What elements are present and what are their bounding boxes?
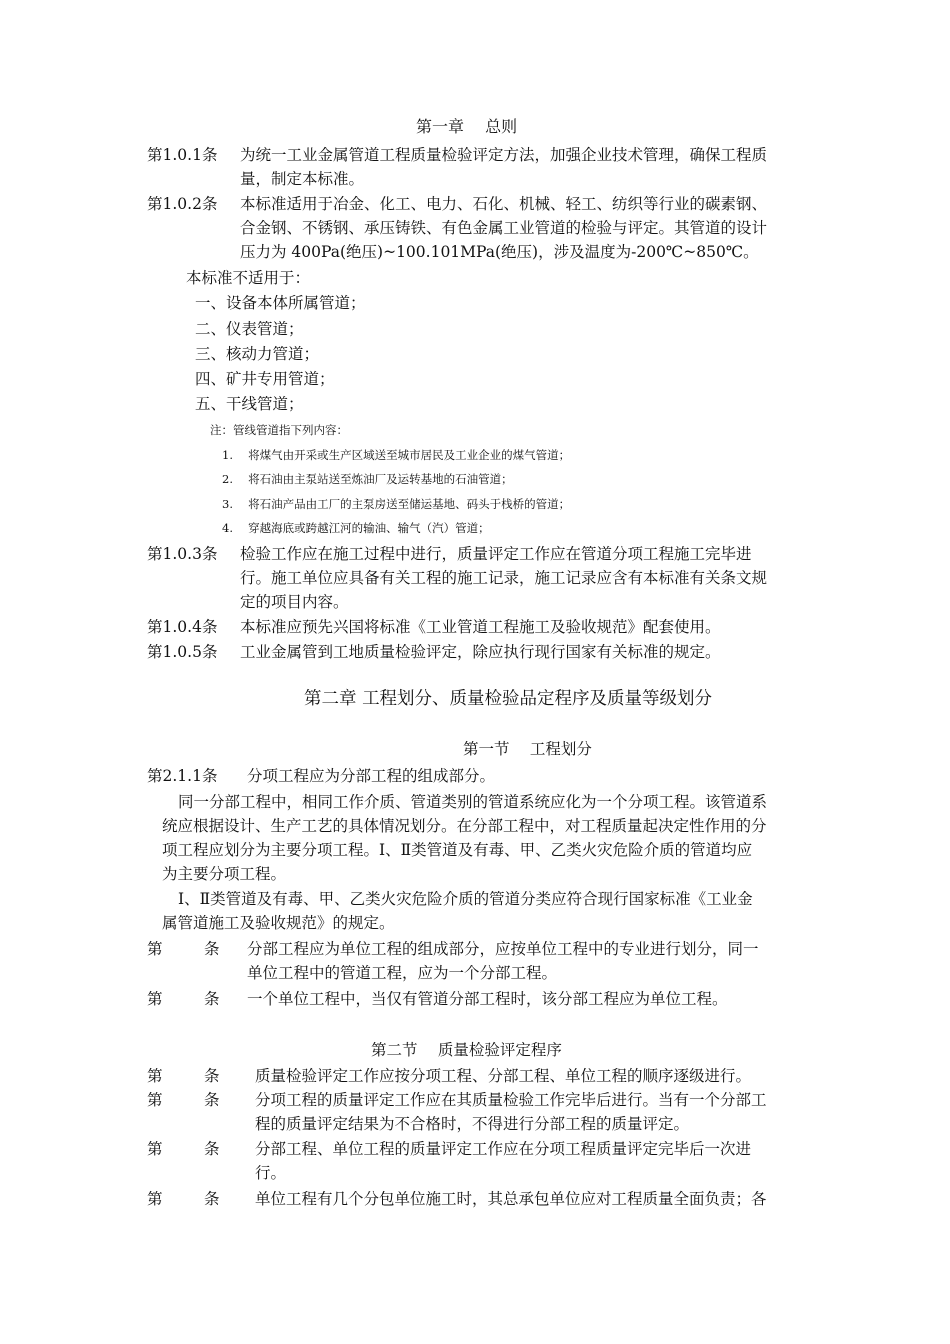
article-tiao-label: 条 <box>204 1067 220 1085</box>
exclusion-item: 二、仪表管道； <box>195 320 304 338</box>
note-item: 4. 穿越海底或跨越江河的输油、输气（汽）管道； <box>222 521 490 535</box>
paragraph-line: 同一分部工程中，相同工作介质、管道类别的管道系统应化为一个分项工程。该管道系 <box>178 793 768 811</box>
article-1-0-2-text-cont: 压力为 400Pa(绝压)~100.101MPa(绝压)，涉及温度为-200℃~850℃。 <box>240 243 759 261</box>
exclusion-item: 一、设备本体所属管道； <box>195 294 366 312</box>
article-di-label: 第 <box>147 1091 163 1109</box>
article-di-label: 第 <box>147 1067 163 1085</box>
note-item: 1. 将煤气由开采或生产区域送至城市居民及工业企业的煤气管道； <box>222 448 571 462</box>
article-di-label: 第 <box>147 1140 163 1158</box>
article-text: 分项工程的质量评定工作应在其质量检验工作完毕后进行。当有一个分部工 <box>255 1091 767 1109</box>
paragraph-line: 属管道施工及验收规范》的规定。 <box>162 914 395 932</box>
article-1-0-4-number: 第1.0.4条 <box>147 618 218 636</box>
note-item: 2. 将石油由主泵站送至炼油厂及运转基地的石油管道； <box>222 472 513 486</box>
note-heading: 注：管线管道指下列内容： <box>210 423 348 437</box>
article-1-0-1-number: 第1.0.1条 <box>147 146 218 164</box>
article-1-0-5-text: 工业金属管到工地质量检验评定，除应执行现行国家有关标准的规定。 <box>240 643 721 661</box>
article-di-label: 第 <box>147 990 163 1008</box>
article-1-0-2-text: 本标准适用于冶金、化工、电力、石化、机械、轻工、纺织等行业的碳素钢、 <box>240 195 768 213</box>
paragraph-line: 为主要分项工程。 <box>162 865 287 883</box>
chapter-1-title: 第一章 总则 <box>416 117 518 136</box>
article-text: 分部工程、单位工程的质量评定工作应在分项工程质量评定完毕后一次进 <box>255 1140 752 1158</box>
chapter-2-title: 第二章 工程划分、质量检验品定程序及质量等级划分 <box>304 689 713 709</box>
article-text: 单位工程有几个分包单位施工时，其总承包单位应对工程质量全面负责；各 <box>255 1190 767 1208</box>
article-tiao-label: 条 <box>204 1091 220 1109</box>
article-di-label: 第 <box>147 940 163 958</box>
exclusion-item: 四、矿井专用管道； <box>195 370 335 388</box>
article-tiao-label: 条 <box>204 1140 220 1158</box>
article-2-1-1-text: 分项工程应为分部工程的组成部分。 <box>247 767 496 785</box>
article-tiao-label: 条 <box>204 1190 220 1208</box>
paragraph-line: 统应根据设计、生产工艺的具体情况划分。在分部工程中，对工程质量起决定性作用的分 <box>162 817 767 835</box>
article-text: 分部工程应为单位工程的组成部分，应按单位工程中的专业进行划分，同一 <box>247 940 759 958</box>
article-text: 质量检验评定工作应按分项工程、分部工程、单位工程的顺序逐级进行。 <box>255 1067 752 1085</box>
article-1-0-3-text-cont: 行。施工单位应具备有关工程的施工记录，施工记录应含有本标准有关条文规 <box>240 569 768 587</box>
article-1-0-2-number: 第1.0.2条 <box>147 195 218 213</box>
article-di-label: 第 <box>147 1190 163 1208</box>
paragraph-line: Ⅰ、Ⅱ类管道及有毒、甲、乙类火灾危险介质的管道分类应符合现行国家标准《工业金 <box>178 890 753 908</box>
article-1-0-5-number: 第1.0.5条 <box>147 643 218 661</box>
article-1-0-3-text-cont: 定的项目内容。 <box>240 593 349 611</box>
not-applicable-heading: 本标准不适用于： <box>186 269 311 287</box>
article-text: 一个单位工程中，当仅有管道分部工程时，该分部工程应为单位工程。 <box>247 990 728 1008</box>
article-text-cont: 程的质量评定结果为不合格时，不得进行分部工程的质量评定。 <box>255 1115 690 1133</box>
article-1-0-3-text: 检验工作应在施工过程中进行，质量评定工作应在管道分项工程施工完毕进 <box>240 545 752 563</box>
article-1-0-1-text-cont: 量，制定本标准。 <box>240 170 365 188</box>
article-1-0-3-number: 第1.0.3条 <box>147 545 218 563</box>
paragraph-line: 项工程应划分为主要分项工程。Ⅰ、Ⅱ类管道及有毒、甲、乙类火灾危险介质的管道均应 <box>162 841 753 859</box>
article-tiao-label: 条 <box>204 940 220 958</box>
article-1-0-1-text: 为统一工业金属管道工程质量检验评定方法，加强企业技术管理，确保工程质 <box>240 146 768 164</box>
article-text-cont: 单位工程中的管道工程，应为一个分部工程。 <box>247 964 558 982</box>
section-2-title: 第二节 质量检验评定程序 <box>371 1041 562 1059</box>
note-item: 3. 将石油产品由工厂的主泵房送至储运基地、码头于栈桥的管道； <box>222 497 571 511</box>
article-1-0-2-text-cont: 合金钢、不锈钢、承压铸铁、有色金属工业管道的检验与评定。其管道的设计 <box>240 219 768 237</box>
exclusion-item: 五、干线管道； <box>195 395 304 413</box>
article-text-cont: 行。 <box>255 1164 287 1182</box>
article-1-0-4-text: 本标准应预先兴国将标准《工业管道工程施工及验收规范》配套使用。 <box>240 618 721 636</box>
exclusion-item: 三、核动力管道； <box>195 345 320 363</box>
article-2-1-1-number: 第2.1.1条 <box>147 767 218 785</box>
section-1-title: 第一节 工程划分 <box>463 740 592 758</box>
article-tiao-label: 条 <box>204 990 220 1008</box>
